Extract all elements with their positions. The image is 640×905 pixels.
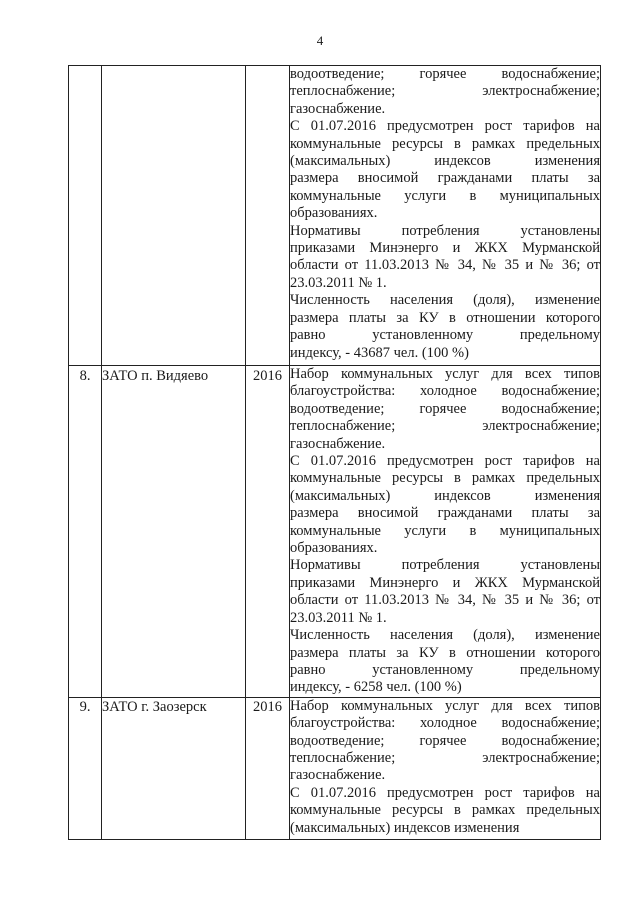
description-line: газоснабжение.	[290, 435, 386, 452]
description-line: С 01.07.2016 предусмотрен рост тарифов на	[290, 118, 600, 135]
description-paragraph	[290, 557, 600, 627]
municipality-cell	[102, 366, 246, 698]
description-cell	[290, 366, 601, 698]
description-paragraph	[290, 785, 600, 837]
description-paragraph	[290, 627, 600, 697]
description-line: равно установленному предельному	[290, 327, 600, 344]
municipality-cell	[102, 697, 246, 839]
description-line: равно установленному предельному	[290, 661, 600, 678]
row-number-cell	[69, 366, 102, 698]
description-line: образованиях.	[290, 205, 378, 222]
description-line: образованиях.	[290, 540, 378, 557]
municipality-name: ЗАТО п. Видяево	[102, 368, 209, 384]
description-line: размера платы за КУ в отношении которого	[290, 309, 600, 326]
description-paragraph	[290, 292, 600, 362]
description-line: теплоснабжение; электроснабжение;	[290, 83, 600, 100]
description-line: водоотведение; горячее водоснабжение;	[290, 400, 600, 417]
year-cell	[246, 697, 290, 839]
page-number: 4	[316, 33, 324, 48]
description-line: благоустройства: холодное водоснабжение;	[290, 715, 600, 732]
municipalities-table	[68, 65, 601, 840]
description-line: газоснабжение.	[290, 767, 386, 784]
year: 2016	[253, 698, 282, 715]
description-line: коммунальные ресурсы в рамках предельных	[290, 135, 600, 152]
description-line: приказами Минэнерго и ЖКХ Мурманской	[290, 240, 600, 257]
description-line: размера платы за КУ в отношении которого	[290, 644, 600, 661]
description-line: коммунальные услуги в муниципальных	[290, 522, 600, 539]
description-line: Набор коммунальных услуг для всех типов	[290, 697, 600, 714]
row-number: 8.	[79, 368, 91, 384]
description-line: индексу, - 6258 чел. (100 %)	[290, 679, 462, 696]
description-line: Набор коммунальных услуг для всех типов	[290, 366, 600, 382]
description-line: коммунальные ресурсы в рамках предельных	[290, 470, 600, 487]
description-line: С 01.07.2016 предусмотрен рост тарифов на	[290, 784, 600, 801]
description-line: области от 11.03.2013 № 34, № 35 и № 36; от	[290, 592, 600, 609]
description-paragraph	[290, 223, 600, 293]
description-line: размера вносимой гражданами платы за	[290, 170, 600, 187]
description-line: размера вносимой гражданами платы за	[290, 505, 600, 522]
description-paragraph	[290, 366, 600, 453]
description-line: 23.03.2011 № 1.	[290, 609, 387, 626]
description-line: (максимальных) индексов изменения	[290, 819, 520, 836]
description-line: газоснабжение.	[290, 100, 386, 117]
description-line: индексу, - 43687 чел. (100 %)	[290, 344, 469, 361]
municipality-cell	[102, 66, 246, 366]
description-line: 23.03.2011 № 1.	[290, 274, 387, 291]
description-line: коммунальные ресурсы в рамках предельных	[290, 802, 600, 819]
description-line: теплоснабжение; электроснабжение;	[290, 749, 600, 766]
municipality-name: ЗАТО г. Заозерск	[102, 698, 207, 715]
description-paragraph	[290, 66, 600, 118]
description-line: Нормативы потребления установлены	[290, 222, 600, 239]
description-line: Численность населения (доля), изменение	[290, 292, 600, 309]
row-number-cell	[69, 697, 102, 839]
description-line: теплоснабжение; электроснабжение;	[290, 418, 600, 435]
description-line: приказами Минэнерго и ЖКХ Мурманской	[290, 574, 600, 591]
table-row	[69, 366, 601, 698]
row-number: 9.	[79, 698, 91, 715]
description-cell	[290, 697, 601, 839]
description-line: С 01.07.2016 предусмотрен рост тарифов на	[290, 453, 600, 470]
description-line: Численность населения (доля), изменение	[290, 627, 600, 644]
description-line: (максимальных) индексов изменения	[290, 487, 600, 504]
description-line: водоотведение; горячее водоснабжение;	[290, 732, 600, 749]
description-line: (максимальных) индексов изменения	[290, 153, 600, 170]
description-line: водоотведение; горячее водоснабжение;	[290, 66, 600, 82]
row-number-cell	[69, 66, 102, 366]
description-paragraph	[290, 453, 600, 557]
description-line: коммунальные услуги в муниципальных	[290, 187, 600, 204]
description-line: области от 11.03.2013 № 34, № 35 и № 36; от	[290, 257, 600, 274]
description-line: благоустройства: холодное водоснабжение;	[290, 383, 600, 400]
year: 2016	[253, 368, 282, 384]
description-paragraph	[290, 698, 600, 785]
description-line: Нормативы потребления установлены	[290, 557, 600, 574]
description-cell	[290, 66, 601, 366]
table-row	[69, 697, 601, 839]
year-cell	[246, 366, 290, 698]
table-row	[69, 66, 601, 366]
year-cell	[246, 66, 290, 366]
description-paragraph	[290, 118, 600, 222]
